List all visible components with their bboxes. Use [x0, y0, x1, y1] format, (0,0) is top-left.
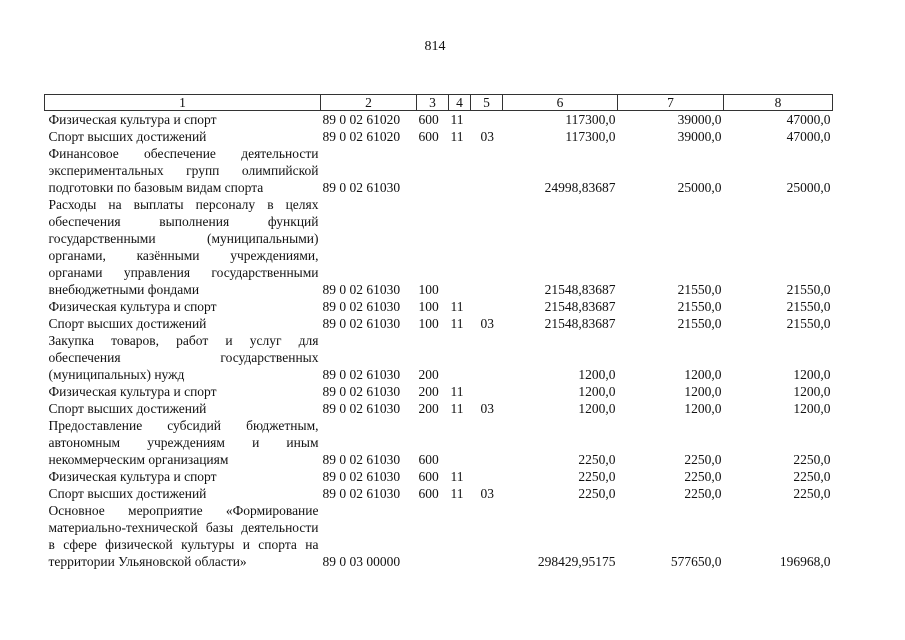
- row-sum-8: 21550,0: [786, 299, 831, 314]
- column-header: 3: [417, 95, 449, 111]
- row-code: 89 0 02 61030: [322, 486, 401, 501]
- column-header: 4: [449, 95, 471, 111]
- table-row: [45, 298, 833, 315]
- row-sum-6: 1200,0: [578, 384, 616, 399]
- row-sum-7: 1200,0: [684, 367, 722, 382]
- row-code: 89 0 02 61030: [322, 452, 401, 467]
- row-pr: [471, 332, 503, 383]
- row-vr: 600: [418, 112, 439, 127]
- table-header-row: [45, 95, 833, 111]
- row-pr: [471, 298, 503, 315]
- row-sum-6: 298429,95175: [537, 554, 616, 569]
- row-sum-7: 1200,0: [684, 384, 722, 399]
- row-vr: 600: [418, 486, 439, 501]
- row-sum-6: 1200,0: [578, 401, 616, 416]
- row-rz: [449, 196, 471, 298]
- row-sum-7: 25000,0: [677, 180, 722, 195]
- row-sum-6: 2250,0: [578, 486, 616, 501]
- row-sum-7: 21550,0: [677, 316, 722, 331]
- row-code: 89 0 02 61030: [322, 299, 401, 314]
- row-vr: 600: [418, 469, 439, 484]
- column-header: 2: [321, 95, 417, 111]
- row-rz: 11: [450, 112, 464, 127]
- row-pr: [471, 111, 503, 129]
- row-pr: [471, 468, 503, 485]
- row-sum-6: 117300,0: [565, 112, 616, 127]
- row-rz: 11: [450, 486, 464, 501]
- row-sum-8: 21550,0: [786, 316, 831, 331]
- column-header: 7: [618, 95, 724, 111]
- row-sum-6: 1200,0: [578, 367, 616, 382]
- table-row: [45, 111, 833, 129]
- row-pr: 03: [480, 129, 494, 144]
- row-sum-6: 2250,0: [578, 452, 616, 467]
- row-pr: 03: [480, 316, 494, 331]
- column-header: 8: [724, 95, 833, 111]
- row-code: 89 0 02 61030: [322, 282, 401, 297]
- row-vr: 100: [418, 316, 439, 331]
- row-sum-6: 21548,83687: [544, 316, 616, 331]
- row-sum-6: 117300,0: [565, 129, 616, 144]
- row-pr: [471, 502, 503, 570]
- row-code: 89 0 02 61030: [322, 180, 401, 195]
- row-code: 89 0 03 00000: [322, 554, 401, 569]
- row-sum-7: 21550,0: [677, 299, 722, 314]
- row-name: Спорт высших достижений: [48, 129, 207, 144]
- table-row: [45, 145, 833, 196]
- table-row: [45, 502, 833, 570]
- row-name: Физическая культура и спорт: [48, 112, 217, 127]
- row-rz: [449, 332, 471, 383]
- column-header: 1: [45, 95, 321, 111]
- row-sum-8: 196968,0: [779, 554, 831, 569]
- row-vr: 200: [418, 401, 439, 416]
- row-sum-7: 1200,0: [684, 401, 722, 416]
- row-name: Физическая культура и спорт: [48, 299, 217, 314]
- row-sum-6: 21548,83687: [544, 282, 616, 297]
- row-sum-7: 577650,0: [670, 554, 722, 569]
- budget-table: [44, 94, 833, 570]
- row-vr: [417, 145, 449, 196]
- row-vr: 600: [418, 452, 439, 467]
- row-sum-7: 39000,0: [677, 129, 722, 144]
- row-sum-6: 2250,0: [578, 469, 616, 484]
- row-sum-7: 2250,0: [684, 486, 722, 501]
- table-row: [45, 196, 833, 298]
- row-name: Предоставление субсидий бюджетным, автономным учреждениям и иным некоммерческим организациям: [48, 418, 319, 467]
- row-pr: 03: [480, 486, 494, 501]
- row-sum-8: 1200,0: [793, 401, 831, 416]
- row-code: 89 0 02 61030: [322, 469, 401, 484]
- row-pr: [471, 196, 503, 298]
- row-pr: [471, 383, 503, 400]
- row-vr: 200: [418, 384, 439, 399]
- row-rz: 11: [450, 401, 464, 416]
- row-sum-6: 24998,83687: [544, 180, 616, 195]
- row-rz: 11: [450, 384, 464, 399]
- row-code: 89 0 02 61020: [322, 129, 401, 144]
- row-sum-8: 2250,0: [793, 452, 831, 467]
- row-rz: [449, 417, 471, 468]
- column-header: 6: [503, 95, 618, 111]
- row-sum-8: 25000,0: [786, 180, 831, 195]
- row-sum-8: 1200,0: [793, 367, 831, 382]
- table-row: [45, 128, 833, 145]
- row-sum-7: 2250,0: [684, 452, 722, 467]
- row-code: 89 0 02 61020: [322, 112, 401, 127]
- row-sum-8: 1200,0: [793, 384, 831, 399]
- row-name: Спорт высших достижений: [48, 316, 207, 331]
- table-row: [45, 315, 833, 332]
- row-vr: 200: [418, 367, 439, 382]
- row-vr: 100: [418, 299, 439, 314]
- table-row: [45, 485, 833, 502]
- row-name: Расходы на выплаты персоналу в целях обеспечения выполнения функций государственными (муниципальными) органами, казёнными учреждениями, органами управления государственными внебюджетными фондами: [48, 197, 319, 297]
- row-sum-8: 2250,0: [793, 486, 831, 501]
- row-pr: [471, 417, 503, 468]
- row-name: Физическая культура и спорт: [48, 384, 217, 399]
- row-sum-7: 21550,0: [677, 282, 722, 297]
- row-vr: 100: [418, 282, 439, 297]
- row-code: 89 0 02 61030: [322, 384, 401, 399]
- row-name: Закупка товаров, работ и услуг для обеспечения государственных (муниципальных) нужд: [48, 333, 319, 382]
- table-row: [45, 417, 833, 468]
- row-rz: 11: [450, 129, 464, 144]
- row-pr: 03: [480, 401, 494, 416]
- row-code: 89 0 02 61030: [322, 401, 401, 416]
- table-row: [45, 383, 833, 400]
- row-name: Физическая культура и спорт: [48, 469, 217, 484]
- row-sum-8: 21550,0: [786, 282, 831, 297]
- table-row: [45, 468, 833, 485]
- row-pr: [471, 145, 503, 196]
- row-rz: [449, 502, 471, 570]
- row-sum-8: 2250,0: [793, 469, 831, 484]
- row-name: Спорт высших достижений: [48, 401, 207, 416]
- row-sum-6: 21548,83687: [544, 299, 616, 314]
- row-vr: 600: [418, 129, 439, 144]
- row-code: 89 0 02 61030: [322, 367, 401, 382]
- row-rz: 11: [450, 299, 464, 314]
- row-name: Спорт высших достижений: [48, 486, 207, 501]
- row-name: Основное мероприятие «Формирование материально-технической базы деятельности в сфере физической культуры и спорта на территории Ульяновской области»: [48, 503, 319, 569]
- row-vr: [417, 502, 449, 570]
- row-sum-7: 2250,0: [684, 469, 722, 484]
- row-code: 89 0 02 61030: [322, 316, 401, 331]
- row-rz: 11: [450, 469, 464, 484]
- table-row: [45, 400, 833, 417]
- row-sum-8: 47000,0: [786, 112, 831, 127]
- column-header: 5: [471, 95, 503, 111]
- row-name: Финансовое обеспечение деятельности экспериментальных групп олимпийской подготовки по базовым видам спорта: [48, 146, 319, 195]
- row-rz: [449, 145, 471, 196]
- row-rz: 11: [450, 316, 464, 331]
- row-sum-7: 39000,0: [677, 112, 722, 127]
- table-row: [45, 332, 833, 383]
- page-number: 814: [424, 39, 446, 54]
- row-sum-8: 47000,0: [786, 129, 831, 144]
